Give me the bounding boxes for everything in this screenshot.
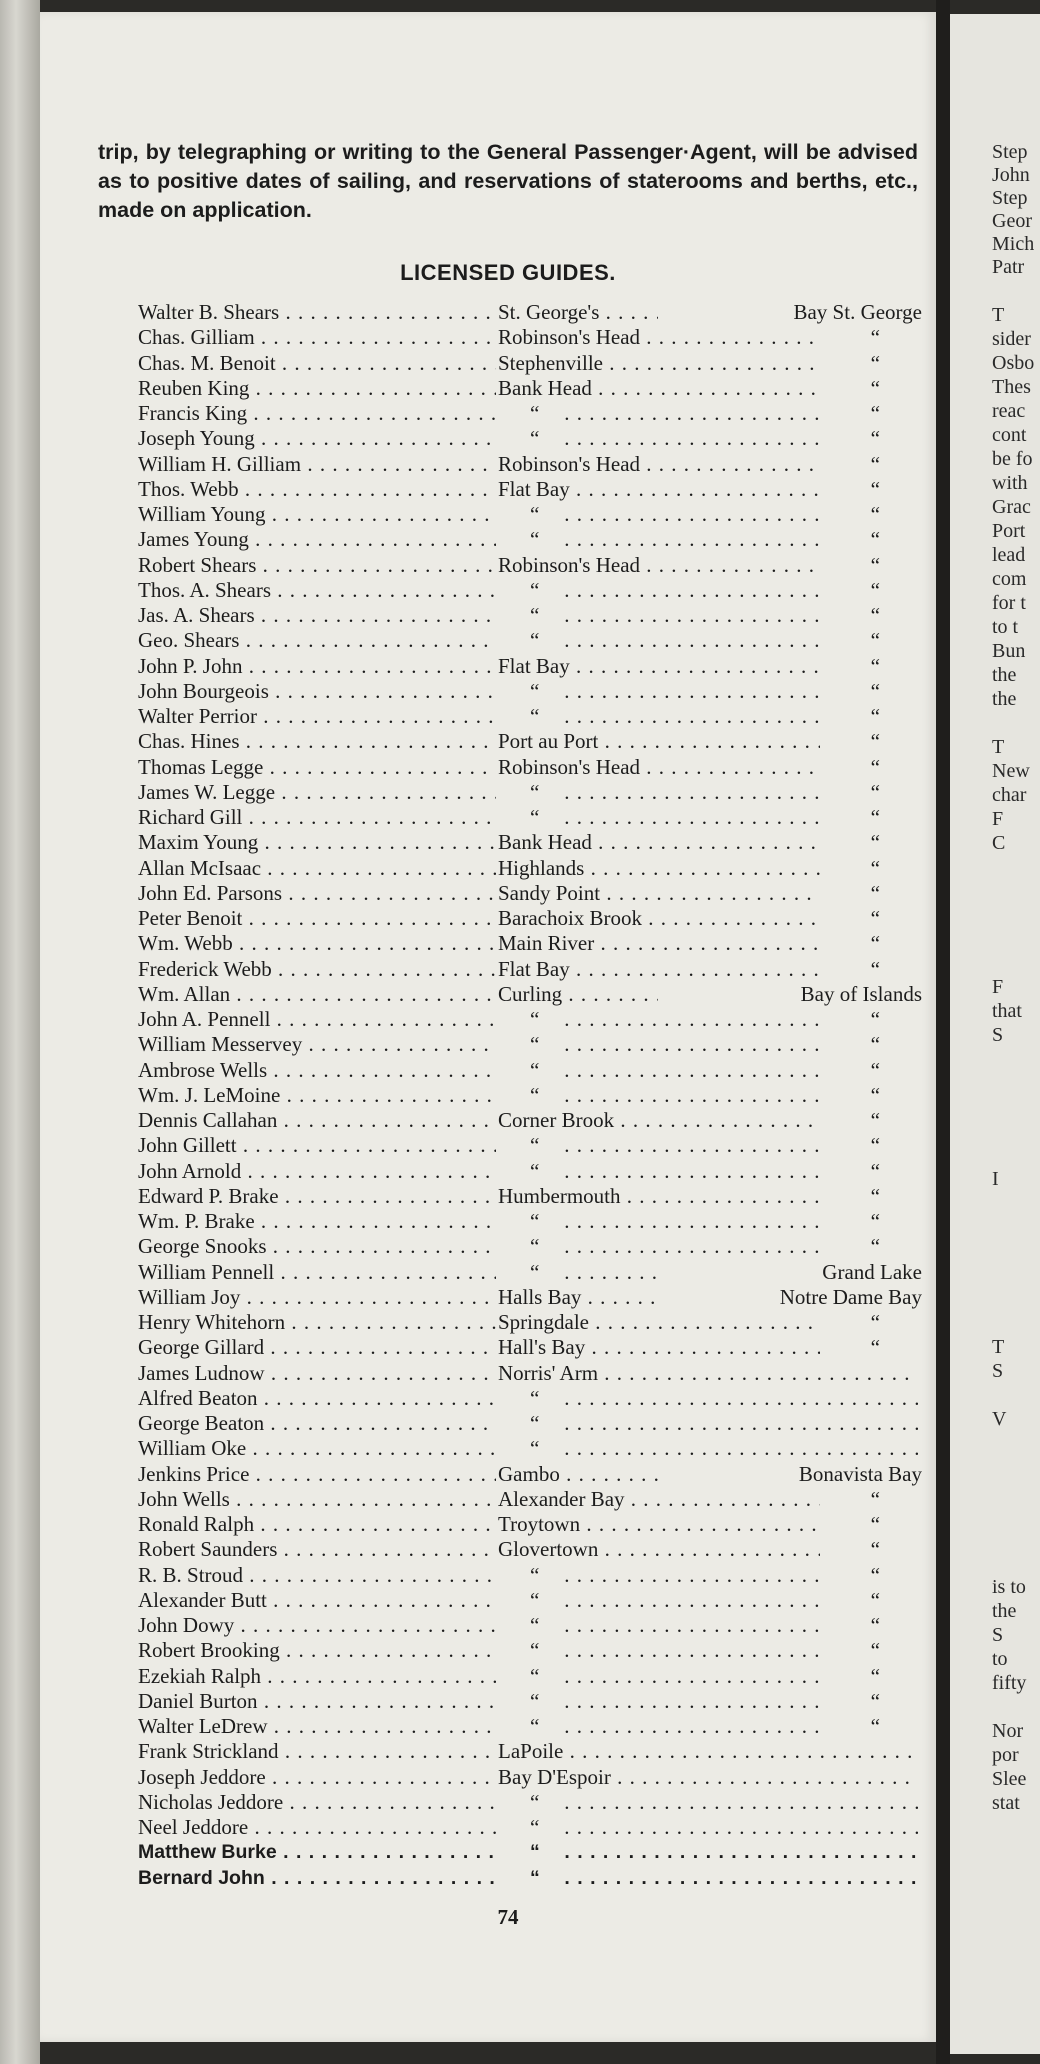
guide-bay: “: [870, 1057, 880, 1082]
right-page-fragment: sider: [992, 328, 1031, 350]
right-page-fragment: Grac: [992, 496, 1031, 518]
guide-place: “ . . .: [498, 1689, 820, 1714]
guide-name: James Young . . .: [138, 527, 496, 552]
guide-place: Flat Bay . . .: [498, 477, 820, 502]
guide-bay: “: [870, 1007, 880, 1031]
guide-row: [138, 1159, 918, 1184]
guide-row: [138, 477, 918, 502]
guide-row: [138, 578, 918, 603]
guide-place: “ . . .: [498, 1411, 918, 1436]
guide-bay: “: [870, 1158, 880, 1183]
right-page-fragment: lead: [992, 544, 1026, 566]
right-page-fragment: cont: [992, 424, 1027, 446]
right-page-fragment: Bun: [992, 640, 1026, 662]
guide-row: [138, 1613, 918, 1638]
guides-list: [138, 300, 922, 1891]
guide-bay: Bay St. George: [658, 300, 922, 325]
guide-row: [138, 1739, 918, 1764]
guide-row: [138, 1083, 918, 1108]
guide-name: Walter Perrior . . .: [138, 704, 496, 729]
guide-name: John Ed. Parsons . . .: [138, 881, 496, 906]
guide-row: [138, 1461, 922, 1487]
guide-place: Barachoix Brook . . .: [498, 906, 820, 931]
guide-place: Stephenville . . .: [498, 351, 820, 376]
guide-name: William Oke . . .: [138, 1436, 496, 1461]
right-page-fragment: T: [992, 1336, 1005, 1358]
guide-name: William Young . . .: [138, 502, 496, 527]
guide-bay: “: [870, 1108, 880, 1132]
right-page-fragment: T: [992, 736, 1005, 758]
guide-place: “ . . .: [498, 1133, 820, 1158]
right-page-fragment: be fo: [992, 448, 1033, 470]
guide-bay: “: [870, 678, 880, 703]
guide-name: John Wells . . .: [138, 1487, 496, 1512]
guide-row: [138, 856, 918, 881]
guide-name: William H. Gilliam . . .: [138, 452, 496, 477]
guide-row: [138, 351, 918, 376]
guide-name: Edward P. Brake . . .: [138, 1184, 496, 1209]
guide-place: “ . . .: [498, 1638, 820, 1663]
guide-row: [138, 426, 918, 451]
guide-name: Peter Benoit . . .: [138, 906, 496, 931]
guide-place: “ . . .: [498, 502, 820, 527]
right-page-fragment: reac: [992, 400, 1026, 422]
guide-bay: “: [870, 704, 880, 728]
guide-place: Sandy Point . . .: [498, 881, 820, 906]
guide-name: Thos. Webb . . .: [138, 477, 496, 502]
guide-place: Curling . . .: [498, 982, 698, 1007]
guide-name: Jas. A. Shears . . .: [138, 603, 496, 628]
guide-bay: Bay of Islands: [658, 982, 922, 1007]
guide-bay: “: [870, 1562, 880, 1587]
guide-row: [138, 1689, 918, 1714]
guide-row: [138, 1209, 918, 1234]
guide-row: [138, 780, 918, 805]
guide-row: [138, 527, 918, 552]
guide-place: “ . . .: [498, 1234, 820, 1259]
guide-name: Frederick Webb . . .: [138, 957, 496, 982]
guide-place: “ . . .: [498, 1007, 820, 1032]
book-gutter: [936, 0, 950, 2064]
guide-name: James Ludnow . . .: [138, 1361, 496, 1386]
guide-row: [138, 981, 922, 1007]
guide-name: Wm. Allan . . .: [138, 982, 496, 1007]
guide-place: “ . . .: [498, 578, 820, 603]
guide-place: Hall's Bay . . .: [498, 1335, 820, 1360]
guide-row: [138, 1032, 918, 1057]
guide-row: [138, 679, 918, 704]
guide-place: “ . . .: [498, 1588, 820, 1613]
guide-place: Highlands . . .: [498, 856, 820, 881]
section-heading: LICENSED GUIDES.: [400, 260, 616, 285]
guide-bay: “: [870, 906, 880, 930]
guide-bay: “: [870, 401, 880, 425]
guide-place: “ . . .: [498, 628, 820, 653]
guide-bay: Notre Dame Bay: [658, 1285, 922, 1310]
guide-place: “ . . .: [498, 1260, 698, 1285]
guide-place: “ . . .: [498, 1386, 918, 1411]
guide-place: “ . . .: [498, 401, 820, 426]
guide-row: [138, 729, 918, 754]
guide-bay: “: [870, 552, 880, 577]
right-page-fragment: F: [992, 976, 1004, 998]
guide-name: Chas. Gilliam . . .: [138, 325, 496, 350]
guide-name: Alexander Butt . . .: [138, 1588, 496, 1613]
guide-name: John Bourgeois . . .: [138, 679, 496, 704]
guide-name: Robert Brooking . . .: [138, 1638, 496, 1663]
guide-row: [138, 1184, 918, 1209]
guide-place: “ . . .: [498, 1714, 820, 1739]
right-page-fragment: Port: [992, 520, 1026, 542]
right-page-fragment: Step: [992, 141, 1028, 163]
guide-bay: “: [870, 502, 880, 526]
guide-bay: “: [870, 1032, 880, 1057]
guide-bay: “: [870, 1663, 880, 1688]
guide-place: Gambo . . .: [498, 1462, 698, 1487]
guide-name: John P. John . . .: [138, 654, 496, 679]
guide-name: Thomas Legge . . .: [138, 755, 496, 780]
guide-bay: “: [870, 527, 880, 552]
guide-row: [138, 1108, 918, 1133]
right-page-fragment: F: [992, 808, 1004, 830]
guide-bay: “: [870, 325, 880, 350]
guide-place: “ . . .: [498, 527, 820, 552]
guide-name: John Gillett . . .: [138, 1133, 496, 1158]
guide-name: Francis King . . .: [138, 401, 496, 426]
guide-place: Glovertown . . .: [498, 1537, 820, 1562]
guide-name: Thos. A. Shears . . .: [138, 578, 496, 603]
guide-name: R. B. Stroud . . .: [138, 1563, 496, 1588]
guide-row: [138, 628, 918, 653]
right-page-fragment: for t: [992, 592, 1026, 614]
right-page-fragment: Geor: [992, 210, 1032, 232]
guide-place: Halls Bay . . .: [498, 1285, 698, 1310]
guide-row: [138, 1714, 918, 1739]
guide-bay: “: [870, 1234, 880, 1259]
guide-bay: “: [870, 1133, 880, 1158]
guide-row: [138, 553, 918, 578]
guide-bay: “: [870, 1688, 880, 1713]
right-page-fragment: stat: [992, 1792, 1020, 1814]
guide-name: Geo. Shears . . .: [138, 628, 496, 653]
guide-bay: “: [870, 1486, 880, 1511]
guide-name: Dennis Callahan . . .: [138, 1108, 496, 1133]
guide-name: Joseph Young . . .: [138, 426, 496, 451]
guide-place: “ . . .: [498, 1664, 820, 1689]
right-page-fragment: S: [992, 1360, 1004, 1382]
page-number: 74: [497, 1905, 519, 1929]
right-page-fragment: I: [992, 1168, 999, 1190]
guide-row: [138, 1866, 918, 1891]
guide-place: Bank Head . . .: [498, 830, 820, 855]
guide-place: “ . . .: [498, 679, 820, 704]
right-page-fragment: S: [992, 1624, 1004, 1646]
guide-place: “ . . .: [498, 1032, 820, 1057]
guide-name: William Messervey . . .: [138, 1032, 496, 1057]
right-page-fragment: New: [992, 760, 1030, 782]
guide-name: Ambrose Wells . . .: [138, 1058, 496, 1083]
guide-row: [138, 1335, 918, 1360]
guide-place: Robinson's Head . . .: [498, 325, 820, 350]
guide-row: [138, 1007, 918, 1032]
guide-name: James W. Legge . . .: [138, 780, 496, 805]
guide-bay: “: [870, 1310, 880, 1334]
right-page-fragment: Thes: [992, 376, 1031, 398]
guide-row: [138, 931, 918, 956]
guide-name: Wm. Webb . . .: [138, 931, 496, 956]
guide-name: John A. Pennell . . .: [138, 1007, 496, 1032]
guide-row: [138, 300, 922, 325]
guide-name: Reuben King . . .: [138, 376, 496, 401]
guide-place: Flat Bay . . .: [498, 654, 820, 679]
guide-bay: “: [870, 931, 880, 956]
right-page-fragment: T: [992, 304, 1005, 326]
guide-row: [138, 1815, 918, 1840]
guide-bay: “: [870, 1335, 880, 1360]
guide-place: “ . . .: [498, 1159, 820, 1184]
guide-row: [138, 376, 918, 401]
right-page-fragment: is to: [992, 1576, 1026, 1598]
right-page-fragment: Nor: [992, 1720, 1024, 1742]
guide-bay: “: [870, 805, 880, 829]
guide-place: Norris' Arm . . .: [498, 1361, 918, 1386]
guide-row: [138, 881, 918, 906]
guide-place: Springdale . . .: [498, 1310, 820, 1335]
book-spine: [0, 0, 40, 2064]
guide-place: Corner Brook . . .: [498, 1108, 820, 1133]
guide-row: [138, 1512, 918, 1537]
guide-bay: “: [870, 1638, 880, 1663]
guide-name: John Dowy . . .: [138, 1613, 496, 1638]
guide-place: Alexander Bay . . .: [498, 1487, 820, 1512]
right-page-fragment: to: [992, 1648, 1008, 1670]
guide-place: LaPoile . . .: [498, 1739, 918, 1764]
right-page-fragment: por: [992, 1744, 1019, 1766]
guide-name: Matthew Burke . . .: [138, 1840, 496, 1865]
guide-bay: “: [870, 729, 880, 754]
guide-row: [138, 603, 918, 628]
guide-row: [138, 1588, 918, 1613]
guide-row: [138, 502, 918, 527]
guide-row: [138, 1638, 918, 1663]
right-page-fragment: Step: [992, 187, 1028, 209]
guide-bay: Grand Lake: [658, 1260, 922, 1285]
guide-row: [138, 830, 918, 855]
right-page-fragment: V: [992, 1408, 1007, 1430]
guide-name: Ezekiah Ralph . . .: [138, 1664, 496, 1689]
guide-bay: “: [870, 1183, 880, 1208]
guide-bay: “: [870, 476, 880, 501]
right-page-fragment: char: [992, 784, 1027, 806]
right-page-fragment: the: [992, 688, 1017, 710]
guide-bay: “: [870, 1209, 880, 1233]
guide-row: [138, 1664, 918, 1689]
guide-row: [138, 1840, 918, 1865]
guide-name: George Beaton . . .: [138, 1411, 496, 1436]
guide-place: Bay D'Espoir . . .: [498, 1765, 918, 1790]
right-page-fragment: Slee: [992, 1768, 1027, 1790]
guide-row: [138, 1234, 918, 1259]
guide-bay: “: [870, 1537, 880, 1562]
guide-row: [138, 1058, 918, 1083]
guide-name: Bernard John . . .: [138, 1866, 496, 1891]
guide-bay: “: [870, 1512, 880, 1536]
guide-place: “ . . .: [498, 1866, 918, 1891]
guide-row: [138, 1765, 918, 1790]
guide-place: Main River . . .: [498, 931, 820, 956]
intro-paragraph: trip, by telegraphing or writing to the General Passenger·Agent, will be advised as to positive dates of sailing, and reservations of staterooms and berths, etc., made on application.: [98, 140, 918, 222]
guide-bay: “: [870, 830, 880, 855]
guide-place: Bank Head . . .: [498, 376, 820, 401]
guide-place: “ . . .: [498, 1815, 918, 1840]
guide-place: “ . . .: [498, 1083, 820, 1108]
guide-name: Maxim Young . . .: [138, 830, 496, 855]
guide-row: [138, 1436, 918, 1461]
guide-place: “ . . .: [498, 805, 820, 830]
guide-name: Robert Shears . . .: [138, 553, 496, 578]
guide-row: [138, 1386, 918, 1411]
guide-place: “ . . .: [498, 1058, 820, 1083]
guide-place: “ . . .: [498, 1613, 820, 1638]
guide-row: [138, 1310, 918, 1335]
right-page-fragment: C: [992, 832, 1006, 854]
guide-place: St. George's . . .: [498, 300, 698, 325]
guide-name: Ronald Ralph . . .: [138, 1512, 496, 1537]
guide-bay: “: [870, 855, 880, 880]
right-page-fragment: fifty: [992, 1672, 1027, 1694]
guide-row: [138, 1411, 918, 1436]
right-page-fragment: the: [992, 1600, 1017, 1622]
guide-place: “ . . .: [498, 704, 820, 729]
guide-bay: “: [870, 779, 880, 804]
guide-row: [138, 654, 918, 679]
guide-row: [138, 452, 918, 477]
guide-row: [138, 401, 918, 426]
guide-place: Robinson's Head . . .: [498, 452, 820, 477]
guide-bay: “: [870, 603, 880, 627]
guide-row: [138, 957, 918, 982]
guide-row: [138, 755, 918, 780]
right-page-fragment: Mich: [992, 233, 1035, 255]
guide-row: [138, 906, 918, 931]
guide-bay: “: [870, 1587, 880, 1612]
guide-bay: “: [870, 956, 880, 981]
guide-name: Chas. Hines . . .: [138, 729, 496, 754]
guide-place: “ . . .: [498, 1790, 918, 1815]
guide-row: [138, 1259, 922, 1285]
guide-name: Richard Gill . . .: [138, 805, 496, 830]
guide-row: [138, 1563, 918, 1588]
guide-name: Jenkins Price . . .: [138, 1462, 496, 1487]
guide-name: Chas. M. Benoit . . .: [138, 351, 496, 376]
guide-bay: “: [870, 1714, 880, 1738]
right-page-fragment: Osbo: [992, 352, 1035, 374]
guide-name: Joseph Jeddore . . .: [138, 1765, 496, 1790]
guide-name: George Gillard . . .: [138, 1335, 496, 1360]
guide-place: “ . . .: [498, 1563, 820, 1588]
guide-row: [138, 1133, 918, 1158]
guide-bay: “: [870, 350, 880, 375]
guide-place: Robinson's Head . . .: [498, 755, 820, 780]
right-page-fragment: Patr: [992, 256, 1025, 278]
guide-place: Humbermouth . . .: [498, 1184, 820, 1209]
guide-name: Walter B. Shears . . .: [138, 300, 496, 325]
guide-bay: “: [870, 375, 880, 400]
guide-place: Robinson's Head . . .: [498, 553, 820, 578]
guide-row: [138, 1361, 918, 1386]
guide-place: “ . . .: [498, 603, 820, 628]
guide-bay: “: [870, 653, 880, 678]
guide-bay: “: [870, 628, 880, 653]
guide-place: “ . . .: [498, 426, 820, 451]
guide-name: William Joy . . .: [138, 1285, 496, 1310]
guide-name: Wm. P. Brake . . .: [138, 1209, 496, 1234]
guide-name: Robert Saunders . . .: [138, 1537, 496, 1562]
guide-row: [138, 1537, 918, 1562]
guide-name: Alfred Beaton . . .: [138, 1386, 496, 1411]
guide-name: George Snooks . . .: [138, 1234, 496, 1259]
guide-place: “ . . .: [498, 1436, 918, 1461]
guide-bay: “: [870, 451, 880, 476]
guide-place: Port au Port . . .: [498, 729, 820, 754]
right-page-fragment: S: [992, 1024, 1004, 1046]
guide-row: [138, 704, 918, 729]
guide-name: Neel Jeddore . . .: [138, 1815, 496, 1840]
guide-bay: “: [870, 754, 880, 779]
guide-row: [138, 325, 918, 350]
guide-place: Troytown . . .: [498, 1512, 820, 1537]
guide-name: Henry Whitehorn . . .: [138, 1310, 496, 1335]
guide-name: John Arnold . . .: [138, 1159, 496, 1184]
guide-row: [138, 1487, 918, 1512]
right-page-fragment: com: [992, 568, 1027, 590]
guide-bay: “: [870, 577, 880, 602]
guide-bay: “: [870, 1613, 880, 1637]
right-page-fragment: to t: [992, 616, 1019, 638]
right-page-fragment: with: [992, 472, 1028, 494]
guide-bay: “: [870, 1082, 880, 1107]
guide-name: Walter LeDrew . . .: [138, 1714, 496, 1739]
guide-name: Daniel Burton . . .: [138, 1689, 496, 1714]
guide-bay: “: [870, 880, 880, 905]
guide-row: [138, 805, 918, 830]
guide-place: “ . . .: [498, 1209, 820, 1234]
guide-place: “ . . .: [498, 780, 820, 805]
guide-row: [138, 1284, 922, 1310]
guide-name: Nicholas Jeddore . . .: [138, 1790, 496, 1815]
right-page-fragment: the: [992, 664, 1017, 686]
guide-name: William Pennell . . .: [138, 1260, 496, 1285]
guide-row: [138, 1790, 918, 1815]
right-page-fragment: John: [992, 164, 1030, 186]
guide-name: Allan McIsaac . . .: [138, 856, 496, 881]
right-page-fragment: that: [992, 1000, 1022, 1022]
guide-name: Frank Strickland . . .: [138, 1739, 496, 1764]
guide-place: Flat Bay . . .: [498, 957, 820, 982]
guide-name: Wm. J. LeMoine . . .: [138, 1083, 496, 1108]
guide-place: “ . . .: [498, 1840, 918, 1865]
guide-bay: “: [870, 426, 880, 451]
guide-bay: Bonavista Bay: [658, 1462, 922, 1487]
